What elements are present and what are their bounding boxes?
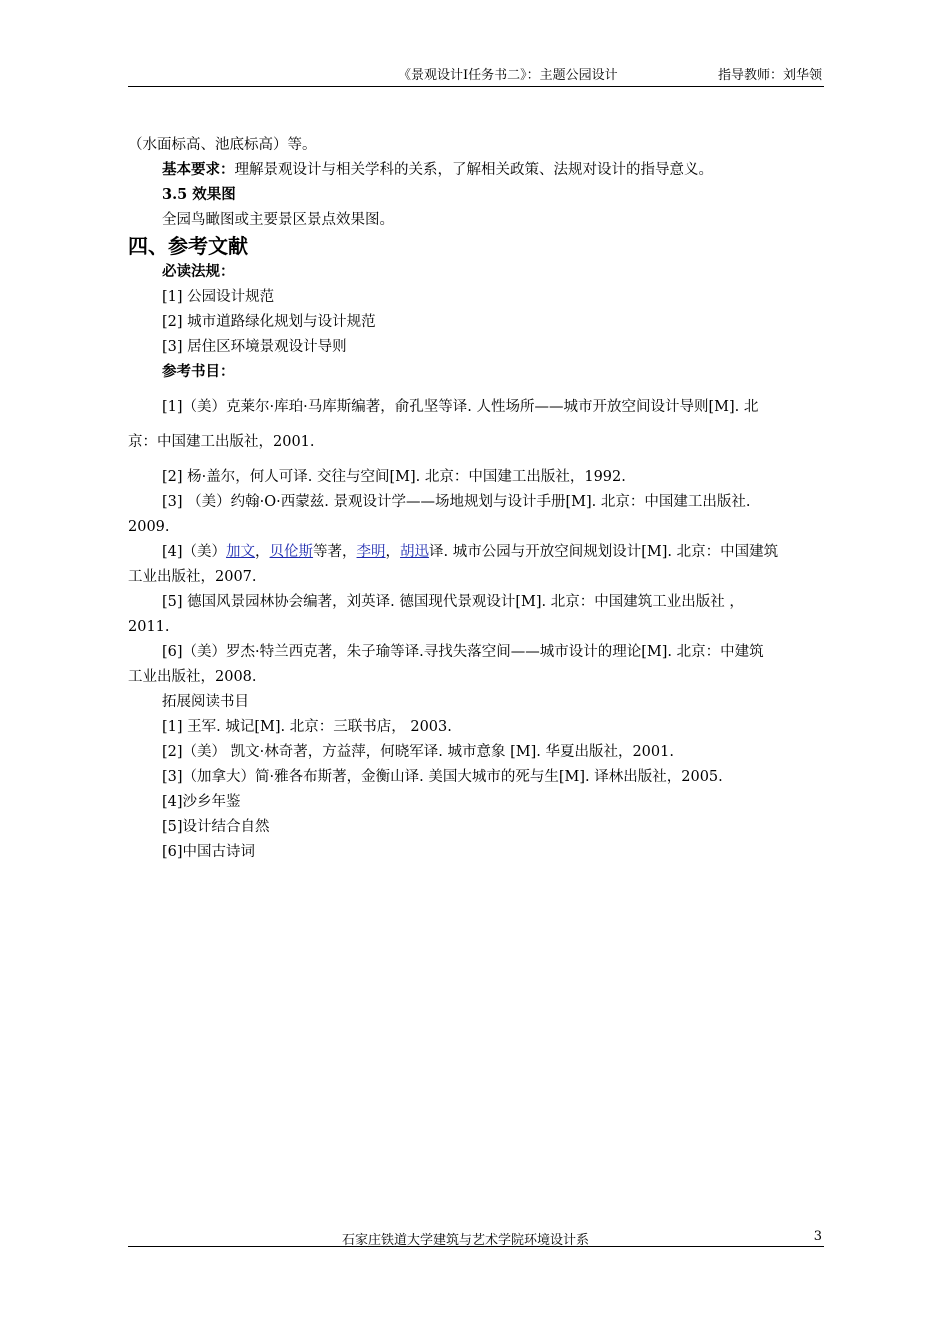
header-title: 《景观设计Ⅰ任务书二》：主题公园设计 <box>398 68 618 83</box>
books-label: 参考书目： <box>162 363 235 380</box>
list-item: [5]设计结合自然 <box>162 819 270 835</box>
list-item: [4]沙乡年鉴 <box>162 794 241 810</box>
list-item: [1] 公园设计规范 <box>162 289 275 305</box>
ref-mid: 等著， <box>313 544 357 560</box>
list-item: [3] （美）约翰·O·西蒙兹. 景观设计学——场地规划与设计手册[M]. 北京：中国建工出版社. <box>162 494 751 510</box>
extended-reading-label: 拓展阅读书目 <box>162 694 249 710</box>
section-heading-4: 四、参考文献 <box>128 234 248 258</box>
list-item: [6]中国古诗词 <box>162 844 256 860</box>
basic-requirement <box>162 160 713 180</box>
list-item-cont: 京：中国建工出版社，2001. <box>128 434 315 450</box>
list-item: [1] 王军. 城记[M]. 北京：三联书店， 2003. <box>162 719 452 735</box>
author-link-garvin[interactable]: 加文 <box>226 544 256 560</box>
section-heading-3-5: 3.5 效果图 <box>162 186 236 203</box>
paragraph-line: 全园鸟瞰图或主要景区景点效果图。 <box>162 212 394 228</box>
ref-post: 译. 城市公园与开放空间规划设计[M]. 北京：中国建筑 <box>429 544 779 560</box>
page-number: 3 <box>813 1229 822 1244</box>
list-item: [2] 杨·盖尔，何人可译. 交往与空间[M]. 北京：中国建工出版社，1992. <box>162 469 626 485</box>
separator: ， <box>385 544 401 560</box>
list-item: [5] 德国风景园林协会编著，刘英译. 德国现代景观设计[M]. 北京：中国建筑工业出版社 ， <box>162 594 744 610</box>
list-item-cont: 工业出版社，2008. <box>128 669 257 685</box>
paragraph-line: （水面标高、池底标高）等。 <box>128 137 317 153</box>
page-header <box>128 64 824 87</box>
list-item <box>162 542 778 562</box>
must-read-label: 必读法规： <box>162 263 235 280</box>
separator: ， <box>255 544 270 560</box>
list-item-cont: 2011. <box>128 619 170 635</box>
ref-prefix: [4]（美） <box>162 544 227 560</box>
list-item: [2]（美） 凯文·林奇著，方益萍，何晓军译. 城市意象 [M]. 华夏出版社，2001. <box>162 744 674 760</box>
list-item: [6]（美）罗杰·特兰西克著，朱子瑜等译.寻找失落空间——城市设计的理论[M]. 北京：中建筑 <box>162 644 764 660</box>
translator-link-liming[interactable]: 李明 <box>356 544 386 560</box>
translator-link-huxun[interactable]: 胡迅 <box>400 544 430 560</box>
header-advisor: 指导教师：刘华领 <box>717 68 822 83</box>
list-item-cont: 2009. <box>128 519 170 535</box>
basic-text: 理解景观设计与相关学科的关系，了解相关政策、法规对设计的指导意义。 <box>234 162 713 178</box>
list-item: [3] 居住区环境景观设计导则 <box>162 339 347 355</box>
list-item: [1]（美）克莱尔·库珀·马库斯编著，俞孔坚等译. 人性场所——城市开放空间设计导则[M]. 北 <box>162 399 759 415</box>
page-footer <box>128 1229 824 1248</box>
list-item: [2] 城市道路绿化规划与设计规范 <box>162 314 376 330</box>
footer-text: 石家庄铁道大学建筑与艺术学院环境设计系 <box>342 1233 590 1248</box>
author-link-berens[interactable]: 贝伦斯 <box>269 544 314 560</box>
list-item: [3]（加拿大）简·雅各布斯著，金衡山译. 美国大城市的死与生[M]. 译林出版社，2005. <box>162 769 723 785</box>
list-item-cont: 工业出版社，2007. <box>128 569 257 585</box>
basic-label: 基本要求： <box>162 161 235 178</box>
